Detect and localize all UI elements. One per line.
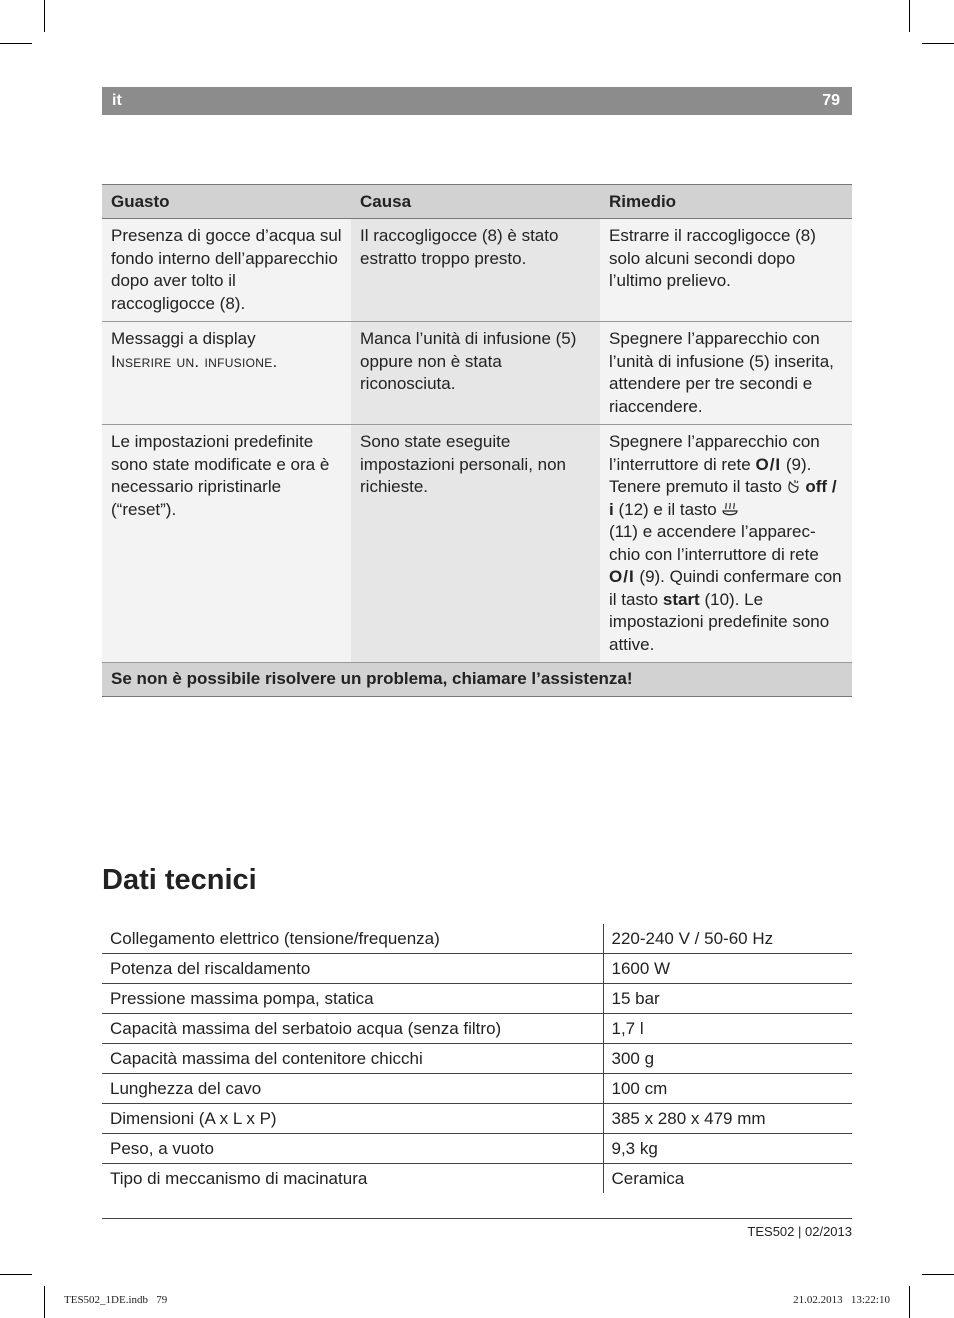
table-row (102, 322, 852, 425)
spec-label: Pressione massima pompa, statica (102, 984, 603, 1014)
rimedio-text: (9). Tenere premuto il tasto (609, 454, 812, 496)
print-slug-file: TES502_1DE.indb 79 (64, 1294, 168, 1306)
spec-label: Tipo di meccanismo di macinatura (110, 1168, 368, 1188)
rimedio-text: (12) e il tasto (618, 499, 717, 519)
spec-value: 100 cm (603, 1074, 852, 1104)
spec-value: 9,3 kg (603, 1134, 852, 1164)
spec-value: 15 bar (603, 984, 852, 1014)
spec-label: Lunghezza del cavo (102, 1074, 603, 1104)
table-row (102, 1164, 852, 1194)
crop-mark (909, 1286, 910, 1318)
crop-mark (922, 43, 954, 44)
spec-value: 300 g (603, 1044, 852, 1074)
table-row (102, 425, 852, 663)
crop-mark (922, 1274, 954, 1275)
rimedio-cell: Spegnere l’apparecchio con l’unità di infusione (5) inserita, attendere per tre secondi e riaccendere. (600, 322, 852, 425)
spec-value: Ceramica (603, 1164, 852, 1194)
spec-value: 385 x 280 x 479 mm (603, 1104, 852, 1134)
language-code: it (112, 92, 122, 109)
start-key-label: start (662, 589, 700, 609)
table-footer-row (102, 663, 852, 697)
guasto-cell (102, 322, 351, 425)
spec-value: 220-240 V / 50-60 Hz (603, 924, 852, 954)
crop-mark (0, 43, 32, 44)
table-row (102, 1014, 852, 1044)
causa-cell: Manca l’unità di infusione (5) oppure non è stata riconosciuta. (351, 322, 600, 425)
guasto-cell: Le impostazioni predefinite sono state modificate e ora è necessario ripristinarle (“reset”). (102, 425, 351, 663)
crop-mark (44, 1286, 45, 1318)
spec-label: Collegamento elettrico (tensione/frequenza) (102, 924, 603, 954)
table-row (102, 1134, 852, 1164)
display-message: Inserire un. infusione. (111, 351, 278, 371)
crop-mark (44, 0, 45, 32)
section-title: Dati tecnici (102, 864, 257, 896)
causa-cell: Il raccogligocce (8) è stato estratto troppo presto. (351, 219, 600, 322)
rimedio-text: (9). Quindi confermare con il tasto (609, 567, 842, 609)
table-row (102, 1104, 852, 1134)
table-row (102, 924, 852, 954)
spec-value: 1600 W (603, 954, 852, 984)
column-header-causa: Causa (351, 185, 600, 219)
table-row (102, 984, 852, 1014)
assistance-note: Se non è possibile risolvere un problema, chiamare l’assistenza! (102, 663, 852, 697)
drip-icon (787, 479, 801, 494)
rimedio-cell (600, 425, 852, 663)
print-slug-date: 21.02.2013 13:22:10 (793, 1294, 890, 1306)
spec-label: Dimensioni (A x L x P) (102, 1104, 603, 1134)
model-code: TES502 | 02/2013 (747, 1224, 852, 1239)
table-row (102, 1044, 852, 1074)
table-header-row (102, 185, 852, 219)
guasto-text: Messaggi a display (111, 329, 256, 348)
guasto-cell: Presenza di gocce d’acqua sul fondo interno dell’apparecchio dopo aver tolto il raccogligocce (8). (102, 219, 351, 322)
page-number: 79 (822, 92, 840, 109)
rimedio-text: (10). Le impostazioni predefinite sono attive. (609, 589, 830, 654)
spec-label: Capacità massima del serbatoio acqua (senza filtro) (102, 1014, 603, 1044)
crop-mark (0, 1274, 32, 1275)
column-header-rimedio: Rimedio (600, 185, 852, 219)
table-row (102, 954, 852, 984)
spec-label: Potenza del riscaldamento (102, 954, 603, 984)
table-row (102, 219, 852, 322)
column-header-guasto: Guasto (102, 185, 351, 219)
rimedio-text: Spegnere l’apparecchio con l’interruttore di rete (609, 432, 820, 474)
spec-label: Peso, a vuoto (102, 1134, 603, 1164)
rimedio-cell: Estrarre il raccogligocce (8) solo alcuni secondi dopo l’ultimo prelievo. (600, 219, 852, 322)
power-switch-symbol: O/I (755, 454, 782, 474)
page-header-bar (102, 87, 852, 115)
off-key-label: off / i (609, 477, 837, 519)
power-switch-symbol: O/I (609, 567, 635, 586)
footer-rule (102, 1218, 852, 1219)
steam-icon (721, 501, 739, 518)
spec-label: Capacità massima del contenitore chicchi (102, 1044, 603, 1074)
rimedio-text: (11) e accendere l’apparec-chio con l’interruttore di rete (609, 522, 819, 564)
crop-mark (909, 0, 910, 32)
technical-data-table (102, 924, 852, 1193)
table-row (102, 1074, 852, 1104)
spec-value: 1,7 l (603, 1014, 852, 1044)
causa-cell: Sono state eseguite impostazioni personali, non richieste. (351, 425, 600, 663)
troubleshooting-table (102, 184, 852, 697)
